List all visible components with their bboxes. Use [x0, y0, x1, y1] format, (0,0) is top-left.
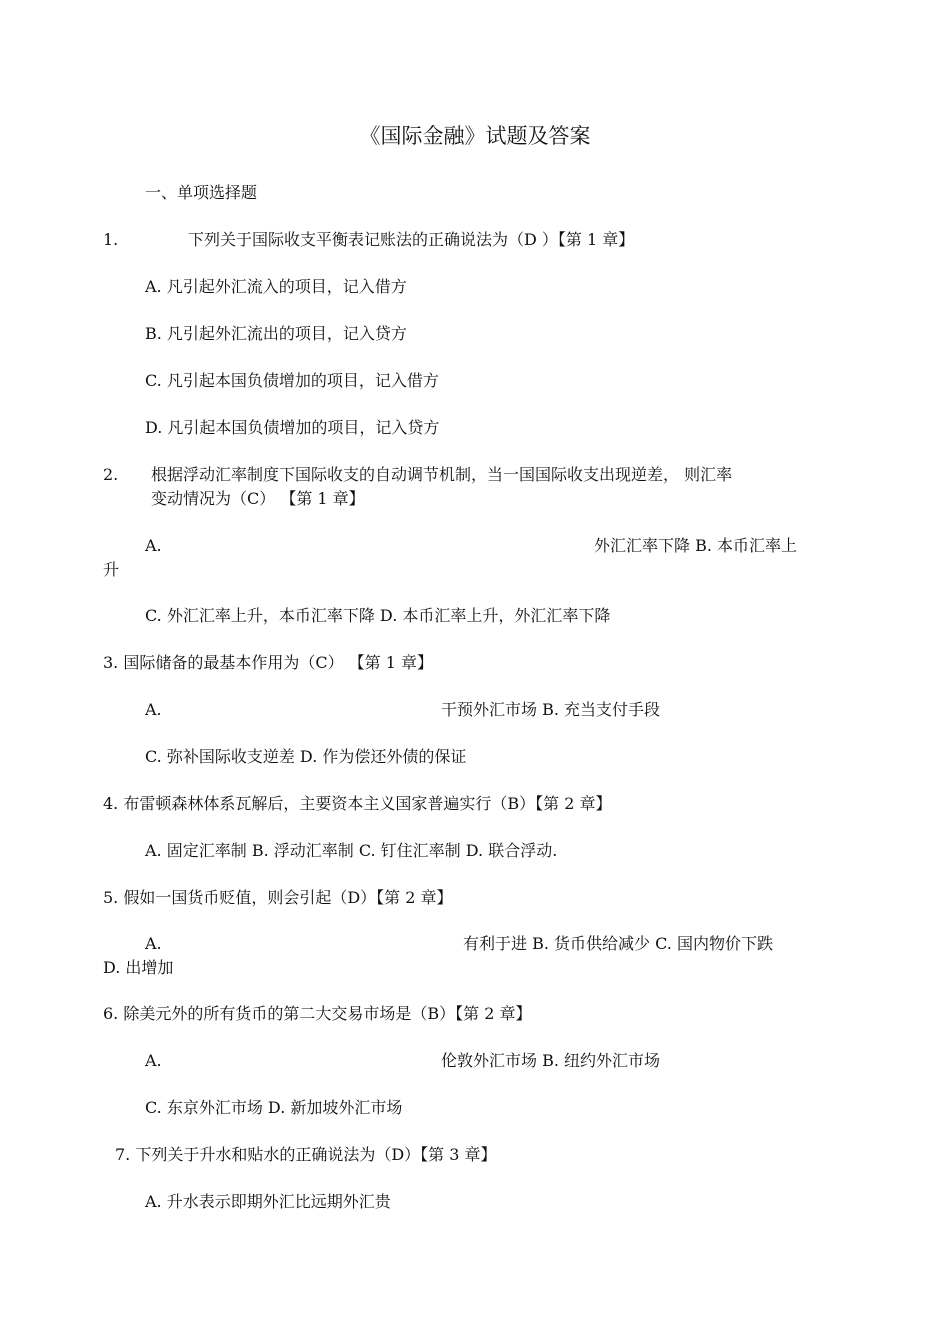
question-6-options-ab: 伦敦外汇市场 B. 纽约外汇市场 — [441, 1051, 661, 1070]
question-2-stem-line-2: 变动情况为（C） 【第 1 章】 — [151, 489, 365, 508]
question-5-option-d-wrap: D. 出增加 — [103, 958, 174, 977]
question-1-option-c: C. 凡引起本国负债增加的项目，记入借方 — [145, 371, 439, 390]
question-4-options: A. 固定汇率制 B. 浮动汇率制 C. 钉住汇率制 D. 联合浮动. — [145, 841, 558, 860]
question-1-option-d: D. 凡引起本国负债增加的项目，记入贷方 — [145, 418, 440, 437]
document-title: 《国际金融》试题及答案 — [359, 124, 591, 148]
question-5-options-abc: 有利于进 B. 货币供给减少 C. 国内物价下跌 — [463, 934, 773, 953]
question-3-option-a-label: A. — [145, 700, 162, 719]
question-6-stem: 6. 除美元外的所有货币的第二大交易市场是（B）【第 2 章】 — [103, 1004, 532, 1023]
question-3-stem: 3. 国际储备的最基本作用为（C） 【第 1 章】 — [103, 653, 434, 672]
question-1-stem: 下列关于国际收支平衡表记账法的正确说法为（D ）【第 1 章】 — [188, 230, 635, 249]
question-2-options-ab-wrap: 升 — [103, 560, 120, 579]
question-2-stem-line-1: 根据浮动汇率制度下国际收支的自动调节机制，当一国国际收支出现逆差， 则汇率 — [151, 465, 733, 484]
question-6-options-cd: C. 东京外汇市场 D. 新加坡外汇市场 — [145, 1098, 403, 1117]
question-2-number: 2. — [103, 465, 119, 484]
question-1-number: 1. — [103, 230, 119, 249]
question-3-options-ab: 干预外汇市场 B. 充当支付手段 — [441, 700, 661, 719]
question-5-option-a-label: A. — [145, 934, 162, 953]
section-heading: 一、单项选择题 — [145, 183, 258, 202]
question-1-option-a: A. 凡引起外汇流入的项目，记入借方 — [145, 277, 407, 296]
question-2-options-ab: 外汇汇率下降 B. 本币汇率上 — [594, 536, 798, 555]
question-2-option-a-label: A. — [145, 536, 162, 555]
question-7-stem: 7. 下列关于升水和贴水的正确说法为（D）【第 3 章】 — [115, 1145, 497, 1164]
question-1-option-b: B. 凡引起外汇流出的项目，记入贷方 — [145, 324, 407, 343]
question-5-stem: 5. 假如一国货币贬值，则会引起（D）【第 2 章】 — [103, 888, 453, 907]
question-6-option-a-label: A. — [145, 1051, 162, 1070]
question-4-stem: 4. 布雷顿森林体系瓦解后，主要资本主义国家普遍实行（B）【第 2 章】 — [103, 794, 612, 813]
question-3-options-cd: C. 弥补国际收支逆差 D. 作为偿还外债的保证 — [145, 747, 467, 766]
question-7-option-a: A. 升水表示即期外汇比远期外汇贵 — [145, 1192, 391, 1211]
question-2-options-cd: C. 外汇汇率上升，本币汇率下降 D. 本币汇率上升，外汇汇率下降 — [145, 606, 611, 625]
